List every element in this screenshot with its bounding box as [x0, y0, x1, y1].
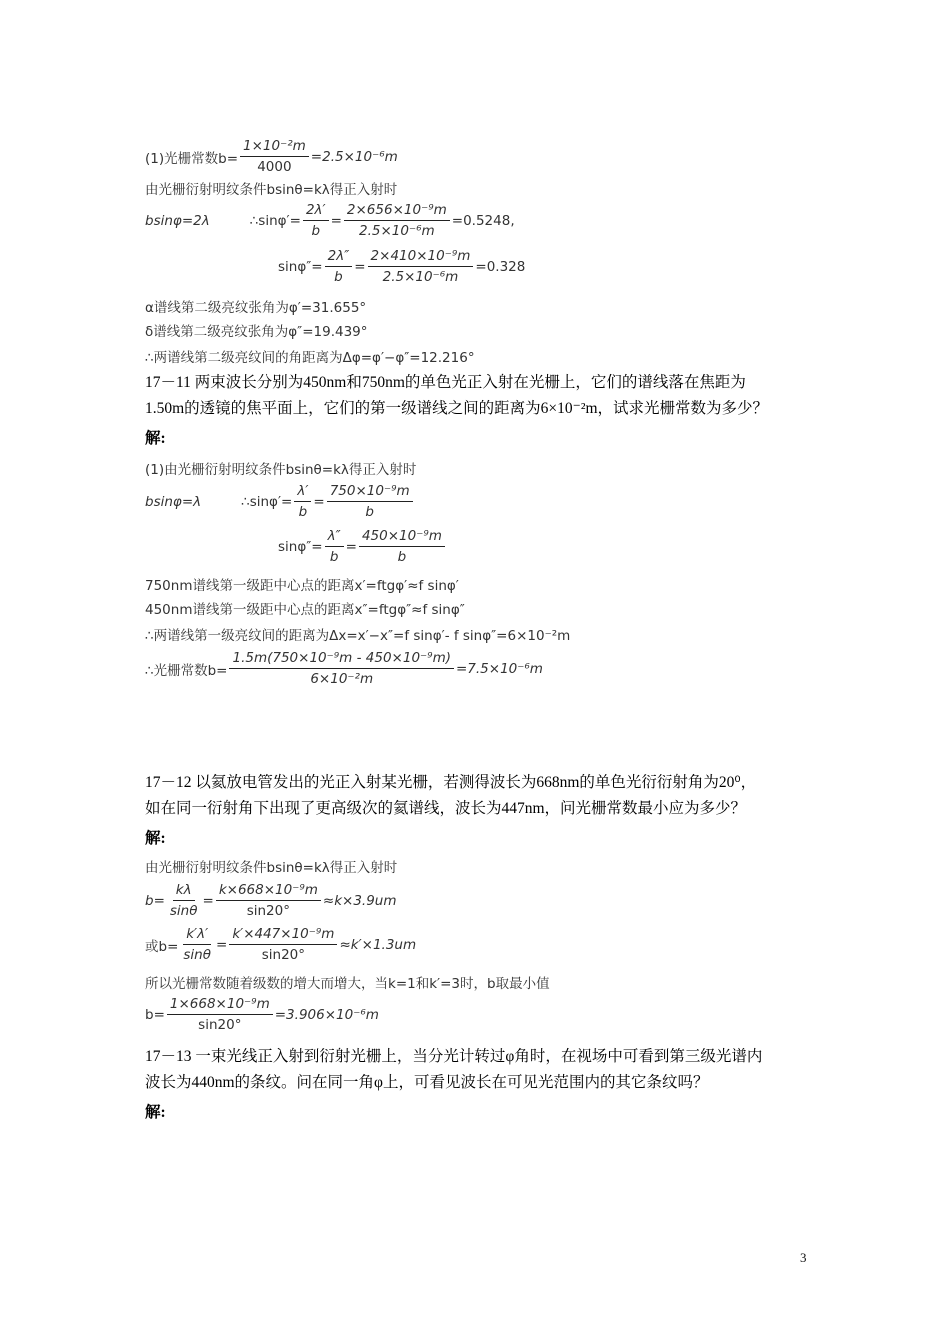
p12-b-equation1	[145, 882, 397, 919]
p11-solution-label: 解:	[145, 430, 166, 447]
p10-angle-distance: ∴两谱线第二级亮纹间的角距离为Δφ=φ′−φ″=12.216°	[145, 350, 475, 366]
fraction	[229, 650, 454, 687]
equals: =	[202, 892, 214, 909]
p11-750nm-distance: 750nm谱线第一级距中心点的距离x′=ftgφ′≈f sinφ′	[145, 578, 459, 594]
denominator: b	[397, 549, 407, 565]
p12-conclusion: 所以光栅常数随着级数的增大而增大，当k=1和k′=3时，b取最小值	[145, 976, 550, 992]
numerator: 2×410×10⁻⁹m	[368, 248, 474, 267]
equals: =	[330, 212, 342, 229]
fraction	[216, 882, 321, 919]
result: ≈k′×1.3um	[339, 936, 417, 953]
equals: =	[345, 538, 357, 555]
fraction	[344, 202, 450, 239]
p12-question-line1: 17－12 以氦放电管发出的光正入射某光栅，若测得波长为668nm的单色光衍衍射角为20⁰，	[145, 774, 757, 791]
numerator: 2λ″	[325, 248, 353, 267]
p12-question-line2: 如在同一衍射角下出现了更高级次的氦谱线，波长为447nm，问光栅常数最小应为多少？	[145, 800, 747, 817]
fraction	[327, 483, 413, 520]
result: =2.5×10⁻⁶m	[310, 148, 398, 165]
text: b=	[145, 892, 165, 909]
text: ∴sinφ′=	[241, 493, 293, 510]
denominator: b	[298, 504, 308, 520]
numerator: λ″	[325, 528, 344, 547]
equation: bsinφ=λ	[145, 493, 202, 510]
denominator: b	[311, 223, 321, 239]
denominator: 2.5×10⁻⁶m	[382, 269, 459, 285]
numerator: k×668×10⁻⁹m	[216, 882, 321, 901]
p11-question-line1: 17－11 两束波长分别为450nm和750nm的单色光正入射在光栅上，它们的谱线落在焦距为	[145, 374, 746, 391]
p10-condition: 由光栅衍射明纹条件bsinθ=kλ得正入射时	[145, 182, 398, 198]
equals: =	[216, 936, 228, 953]
result: =3.906×10⁻⁶m	[274, 1006, 379, 1023]
numerator: 450×10⁻⁹m	[359, 528, 445, 547]
equation: bsinφ=2λ	[145, 212, 210, 229]
denominator: 6×10⁻²m	[310, 671, 374, 687]
p11-sin-phi1	[145, 483, 415, 520]
p12-b-minimum	[145, 996, 379, 1033]
denominator: 2.5×10⁻⁶m	[359, 223, 435, 239]
result: ≈k×3.9um	[322, 892, 397, 909]
text: 或b=	[145, 938, 179, 955]
p11-question-line2: 1.50m的透镜的焦平面上，它们的第一级谱线之间的距离为6×10⁻²m，试求光栅常数为多少？	[145, 400, 769, 417]
numerator: k′λ′	[183, 926, 211, 945]
numerator: 750×10⁻⁹m	[327, 483, 413, 502]
text: (1)光栅常数b=	[145, 150, 239, 167]
fraction	[167, 882, 201, 919]
fraction	[325, 248, 353, 285]
result: =7.5×10⁻⁶m	[455, 660, 543, 677]
fraction	[368, 248, 474, 285]
result: =0.5248,	[451, 212, 515, 229]
fraction	[229, 926, 337, 963]
p11-450nm-distance: 450nm谱线第一级距中心点的距离x″=ftgφ″≈f sinφ″	[145, 602, 465, 618]
p11-sin-phi2	[278, 528, 447, 565]
text: sinφ″=	[278, 258, 323, 275]
p10-sin-phi1	[145, 202, 515, 239]
p13-question-line1: 17－13 一束光线正入射到衍射光栅上，当分光计转过φ角时，在视场中可看到第三级光谱内	[145, 1048, 763, 1065]
numerator: 1×10⁻²m	[240, 138, 309, 157]
p11-grating-constant	[145, 650, 543, 687]
text: sinφ″=	[278, 538, 323, 555]
fraction	[294, 483, 311, 520]
text: ∴光栅常数b=	[145, 662, 228, 679]
fraction	[303, 202, 329, 239]
numerator: 2×656×10⁻⁹m	[344, 202, 450, 221]
numerator: 1.5m(750×10⁻⁹m - 450×10⁻⁹m)	[229, 650, 454, 669]
fraction	[325, 528, 344, 565]
numerator: 1×668×10⁻⁹m	[167, 996, 273, 1015]
numerator: 2λ′	[303, 202, 329, 221]
fraction	[240, 138, 309, 175]
text: b=	[145, 1006, 165, 1023]
p10-sin-phi2	[278, 248, 525, 285]
equals: =	[354, 258, 366, 275]
numerator: kλ	[173, 882, 195, 901]
denominator: sinθ	[169, 903, 198, 919]
numerator: k′×447×10⁻⁹m	[229, 926, 337, 945]
p11-line-distance: ∴两谱线第一级亮纹间的距离为Δx=x′−x″=f sinφ′- f sinφ″=6×10⁻²m	[145, 628, 571, 644]
p10-alpha-angle: α谱线第二级亮纹张角为φ′=31.655°	[145, 300, 367, 316]
p12-b-equation2	[145, 926, 416, 963]
p11-condition: (1)由光栅衍射明纹条件bsinθ=kλ得正入射时	[145, 462, 417, 478]
denominator: sinθ	[183, 947, 211, 963]
p10-delta-angle: δ谱线第二级亮纹张角为φ″=19.439°	[145, 324, 368, 340]
denominator: b	[365, 504, 374, 520]
fraction	[359, 528, 445, 565]
fraction	[167, 996, 273, 1033]
denominator: b	[329, 549, 339, 565]
p13-solution-label: 解:	[145, 1104, 166, 1121]
p12-condition: 由光栅衍射明纹条件bsinθ=kλ得正入射时	[145, 860, 398, 876]
denominator: 4000	[257, 159, 292, 175]
numerator: λ′	[294, 483, 311, 502]
text: ∴sinφ′=	[249, 212, 301, 229]
equals: =	[313, 493, 325, 510]
denominator: sin20°	[261, 947, 306, 963]
fraction	[180, 926, 214, 963]
p13-question-line2: 波长为440nm的条纹。问在同一角φ上，可看见波长在可见光范围内的其它条纹吗？	[145, 1074, 709, 1091]
denominator: sin20°	[198, 1017, 242, 1033]
result: =0.328	[475, 258, 526, 275]
p10-grating-constant	[145, 138, 398, 175]
page-number: 3	[800, 1250, 807, 1265]
denominator: sin20°	[246, 903, 290, 919]
p12-solution-label: 解:	[145, 830, 166, 847]
denominator: b	[334, 269, 343, 285]
